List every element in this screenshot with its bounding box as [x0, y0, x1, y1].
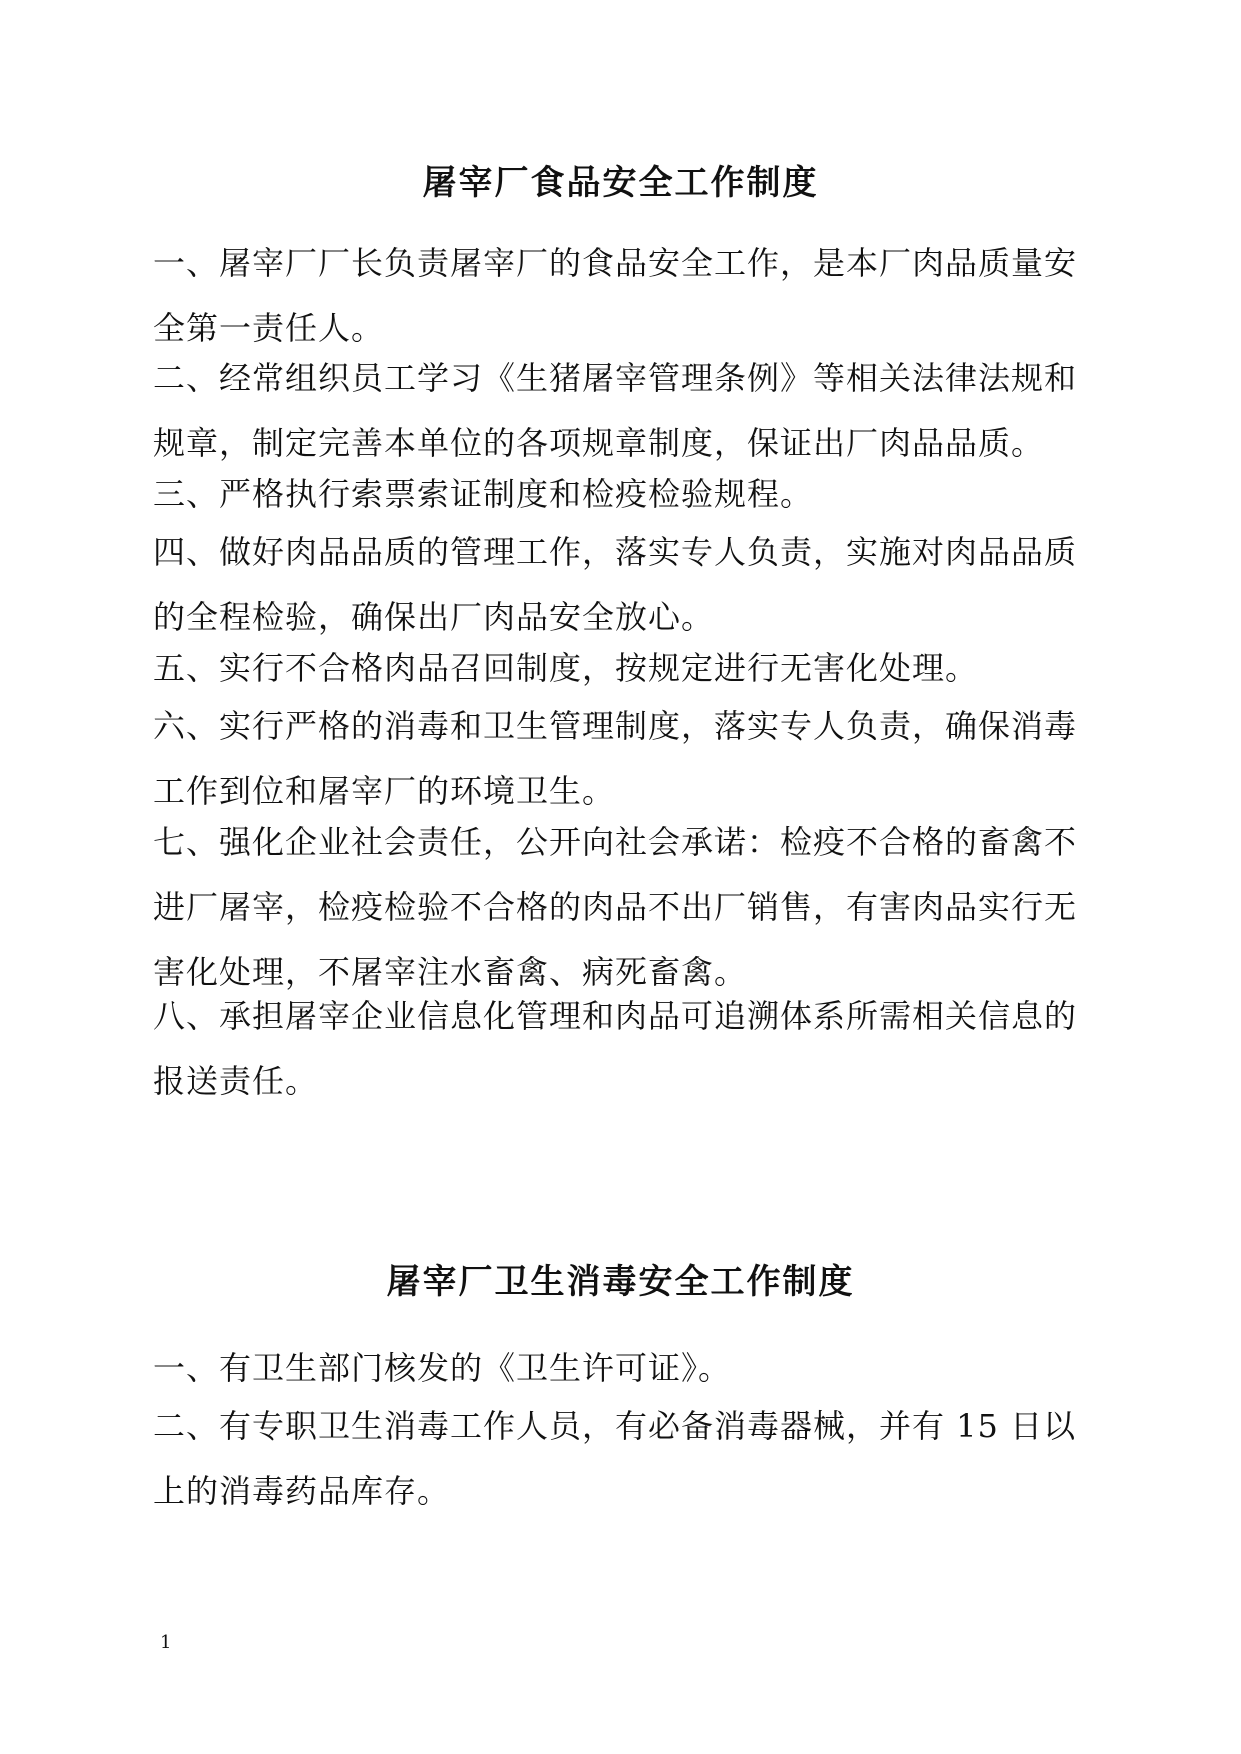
section-1-item-6: 六、实行严格的消毒和卫生管理制度，落实专人负责，确保消毒工作到位和屠宰厂的环境卫生。 [153, 707, 1078, 810]
section-1-item-8: 八、承担屠宰企业信息化管理和肉品可追溯体系所需相关信息的报送责任。 [153, 997, 1078, 1100]
section-1-item-3: 三、严格执行索票索证制度和检疫检验规程。 [153, 475, 814, 513]
section-1-item-4: 四、做好肉品品质的管理工作，落实专人负责，实施对肉品品质的全程检验，确保出厂肉品安全放心。 [153, 533, 1078, 636]
section-1-item-5: 五、实行不合格肉品召回制度，按规定进行无害化处理。 [153, 649, 979, 687]
section-2-title: 屠宰厂卫生消毒安全工作制度 [386, 1262, 855, 1302]
section-1-item-2: 二、经常组织员工学习《生猪屠宰管理条例》等相关法律法规和规章，制定完善本单位的各项规章制度，保证出厂肉品品质。 [153, 359, 1078, 462]
section-1-item-1: 一、屠宰厂厂长负责屠宰厂的食品安全工作，是本厂肉品质量安全第一责任人。 [153, 244, 1078, 347]
section-1-item-7: 七、强化企业社会责任，公开向社会承诺：检疫不合格的畜禽不进厂屠宰，检疫检验不合格的肉品不出厂销售，有害肉品实行无害化处理，不屠宰注水畜禽、病死畜禽。 [153, 823, 1078, 991]
section-2-item-2: 二、有专职卫生消毒工作人员，有必备消毒器械，并有 15 日以上的消毒药品库存。 [153, 1407, 1077, 1510]
section-1-title: 屠宰厂食品安全工作制度 [422, 163, 819, 203]
page-number: 1 [160, 1632, 172, 1653]
section-2-item-1: 一、有卫生部门核发的《卫生许可证》。 [153, 1349, 732, 1387]
